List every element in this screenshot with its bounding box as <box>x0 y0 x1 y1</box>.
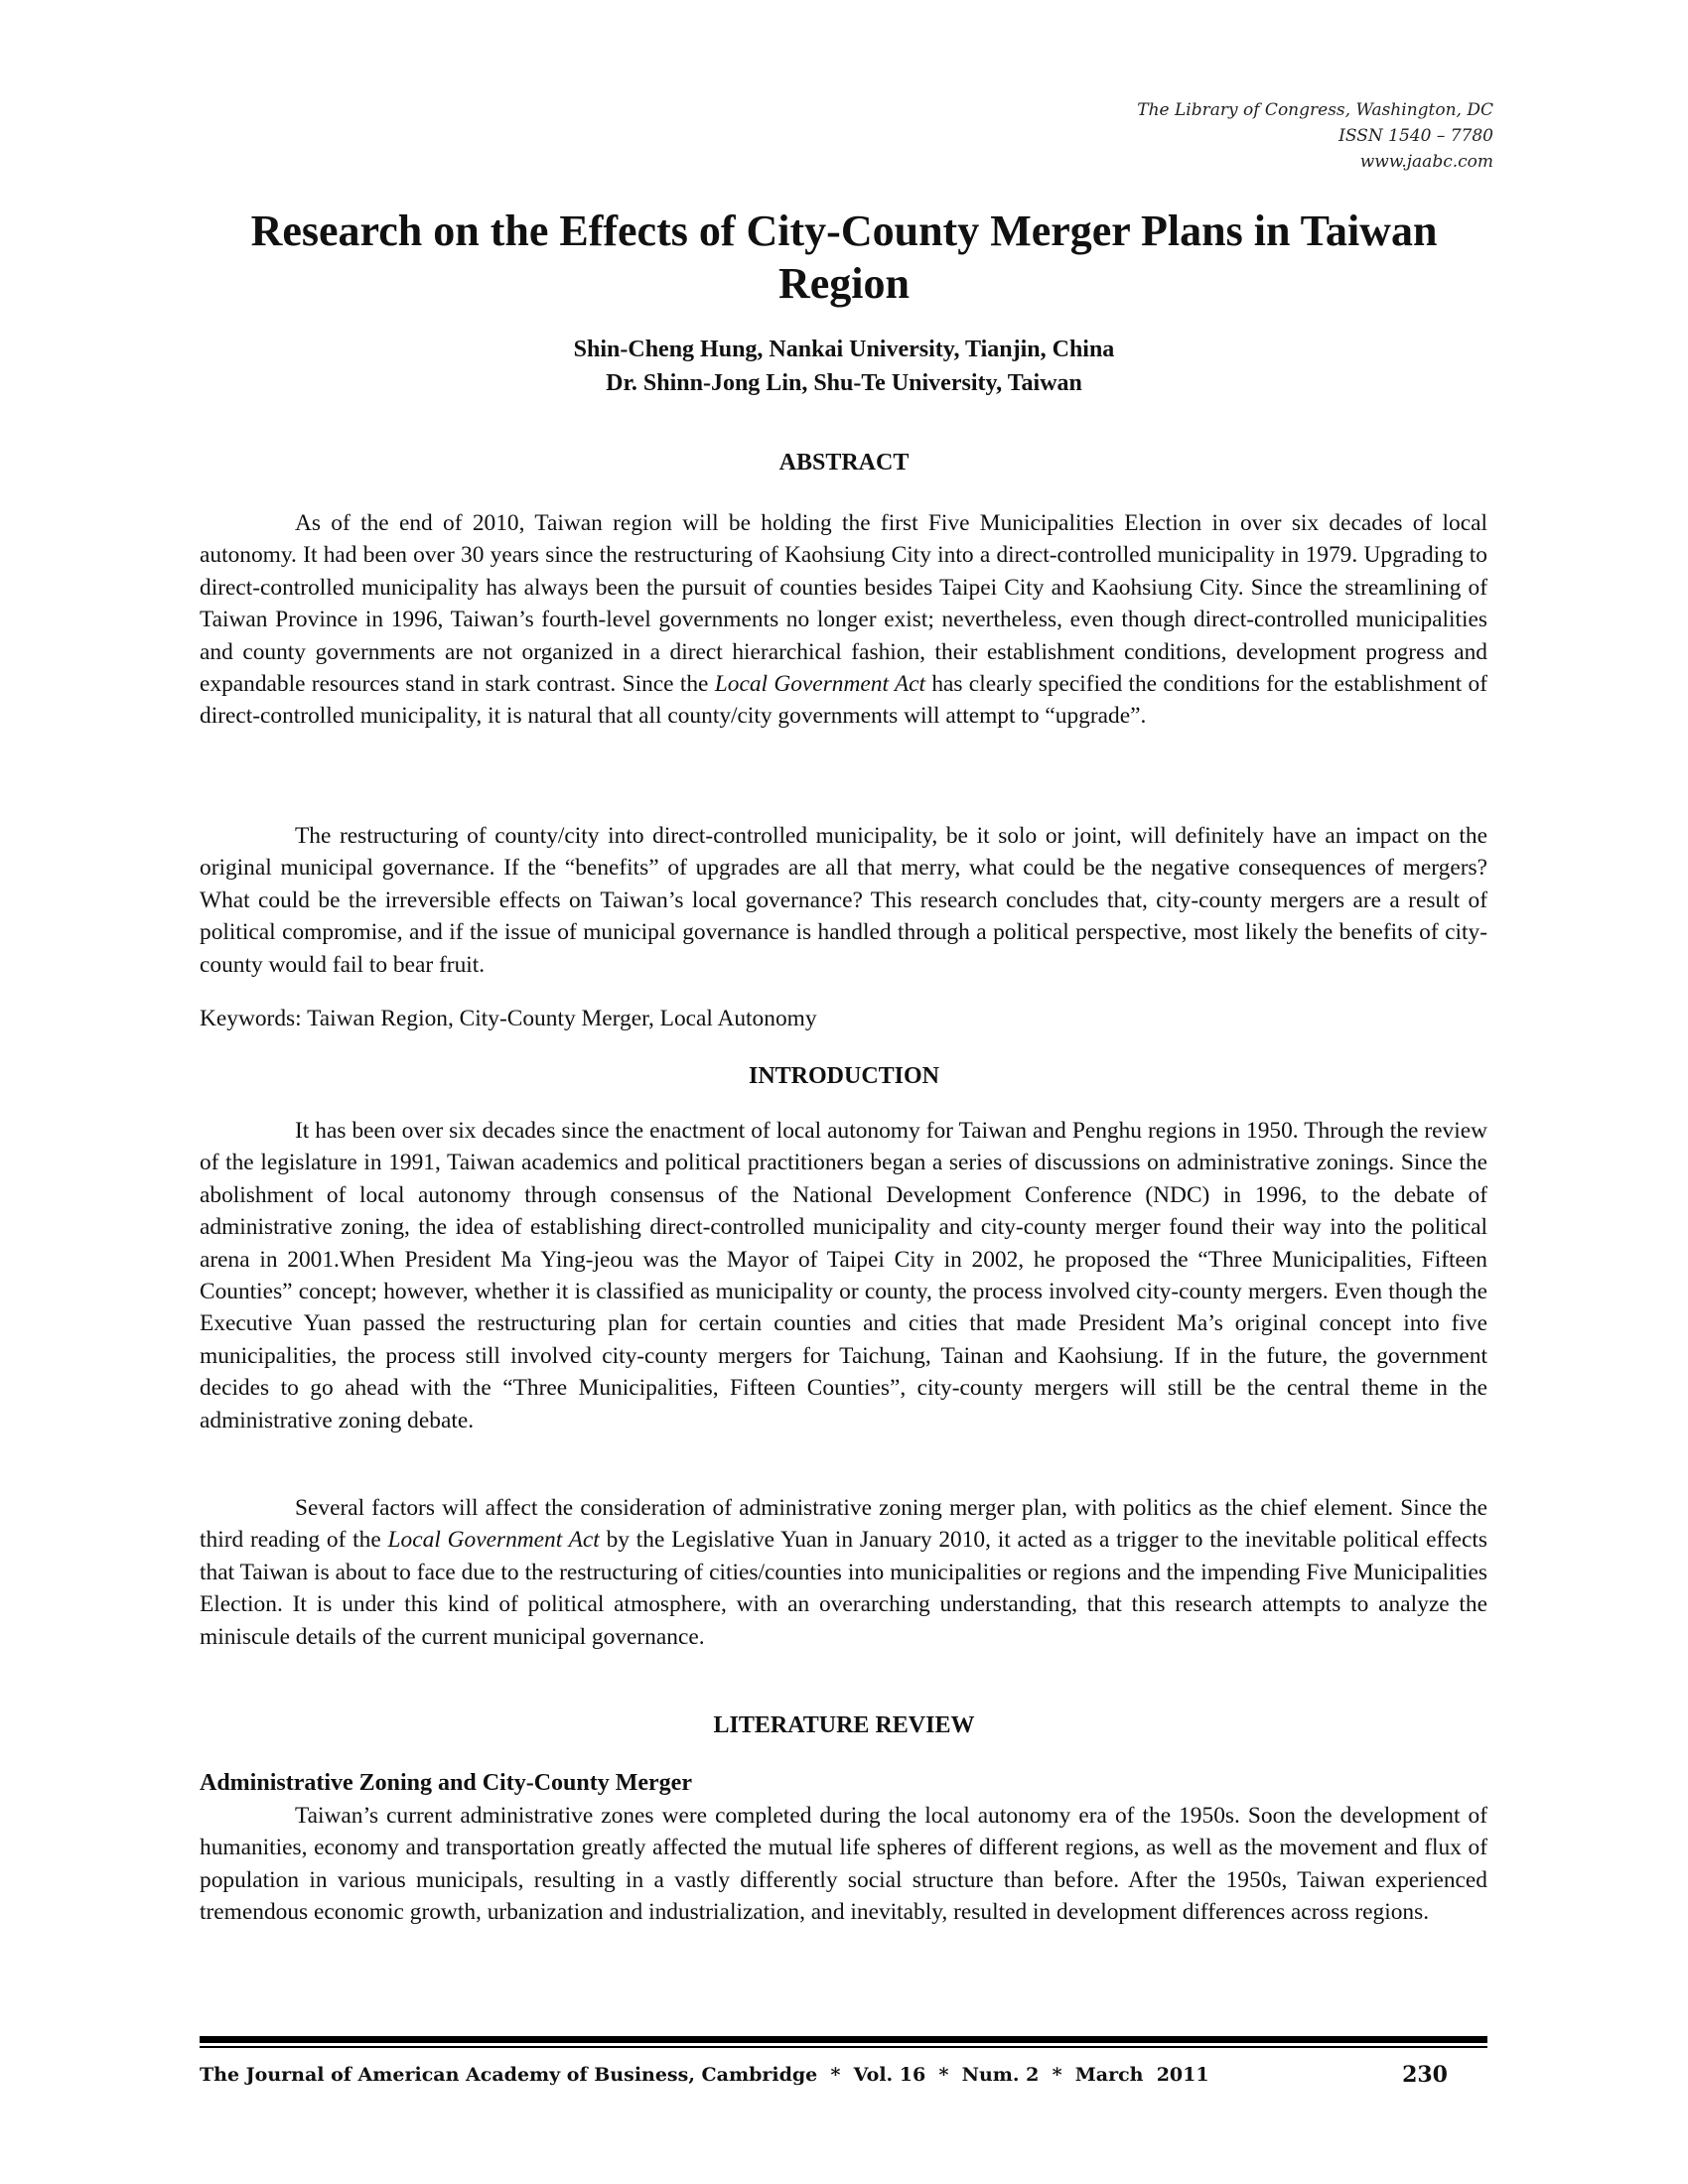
abstract-heading: ABSTRACT <box>778 450 910 476</box>
intro-p2-text-a: Several factors will affect the consideration of administrative zoning merger plan, with politics as the chief element. Since the third reading of the <box>200 1495 1487 1554</box>
abstract-p1-act-title: Local Government Act <box>714 671 926 698</box>
abstract-p1-text-a: As of the end of 2010, Taiwan region will be holding the first Five Municipalities Election in over six decades of local autonomy. It had been over 30 years since the restructuring of Kaohsiung City into a direct-controlled municipality in 1979. Upgrading to direct-controlled municipality has always been the pursuit of counties besides Taipei City and Kaohsiung City. Since the streamlining of Taiwan Province in 1996, Taiwan’s fourth-level governments no longer exist; nevertheless, even though direct-controlled municipalities and county governments are not organized in a direct hierarchical fashion, their establishment conditions, development progress and expandable resources stand in stark contrast. Since the <box>200 510 1487 698</box>
introduction-paragraph-1: It has been over six decades since the enactment of local autonomy for Taiwan and Penghu regions in 1950. Through the review of the legislature in 1991, Taiwan academics and political practitioners began a series of discussions on administrative zonings. Since the abolishment of local autonomy through consensus of the National Development Conference (NDC) in 1996, to the debate of administrative zoning, the idea of establishing direct-controlled municipality and city-county merger found their way into the political arena in 2001.When President Ma Ying-jeou was the Mayor of Taipei City in 2002, he proposed the “Three Municipalities, Fifteen Counties” concept; however, whether it is classified as municipality or county, the process involved city-county mergers. Even though the Executive Yuan passed the restructuring plan for certain counties and cities that made President Ma’s original concept into five municipalities, the process still involved city-county mergers for Taichung, Tainan and Kaohsiung. If in the future, the government decides to go ahead with the “Three Municipalities, Fifteen Counties”, city-county mergers will still be the central theme in the administrative zoning debate. <box>200 1118 1487 1433</box>
footer-rule-thick <box>200 2036 1487 2043</box>
introduction-heading: INTRODUCTION <box>748 1063 940 1089</box>
intro-p2-act-title: Local Government Act <box>387 1527 600 1554</box>
intro-p2-text-b: by the Legislative Yuan in January 2010, it acted as a trigger to the inevitable political effects that Taiwan is about to face due to the restructuring of cities/counties into municipalities or regions and the impending Five Municipalities Election. It is under this kind of political atmosphere, with an overarching understanding, that this research attempts to analyze the miniscule details of the current municipal governance. <box>200 1527 1487 1650</box>
library-line: The Library of Congress, Washington, DC <box>1137 100 1493 120</box>
author-1: Shin-Cheng Hung, Nankai University, Tianjin, China <box>573 337 1115 362</box>
section-subheading: Administrative Zoning and City-County Merger <box>200 1770 692 1796</box>
abstract-paragraph-1 <box>200 507 1487 733</box>
literature-review-heading: LITERATURE REVIEW <box>713 1712 975 1738</box>
author-list <box>199 333 1489 400</box>
page-number: 230 <box>1402 2062 1448 2088</box>
page-footer <box>200 2061 1487 2089</box>
publication-header <box>1137 97 1493 175</box>
author-2: Dr. Shinn-Jong Lin, Shu-Te University, Taiwan <box>606 370 1082 396</box>
website-line[interactable]: www.jaabc.com <box>1359 152 1493 172</box>
paper-title: Research on the Effects of City-County Merger Plans in Taiwan Region <box>250 206 1438 308</box>
keywords: Keywords: Taiwan Region, City-County Merger, Local Autonomy <box>200 1006 817 1031</box>
footer-rule-thin <box>200 2046 1487 2048</box>
abstract-p1-text-b: has clearly specified the conditions for the establishment of direct-controlled municipality, it is natural that all county/city governments will attempt to “upgrade”. <box>200 671 1488 730</box>
journal-citation: The Journal of American Academy of Business, Cambridge * Vol. 16 * Num. 2 * March 2011 <box>200 2064 1209 2086</box>
introduction-paragraph-2 <box>200 1492 1487 1653</box>
issn-line: ISSN 1540 – 7780 <box>1338 126 1493 146</box>
abstract-paragraph-2: The restructuring of county/city into direct-controlled municipality, be it solo or joint, will definitely have an impact on the original municipal governance. If the “benefits” of upgrades are all that merry, what could be the negative consequences of mergers? What could be the irreversible effects on Taiwan’s local governance? This research concludes that, city-county mergers are a result of political compromise, and if the issue of municipal governance is handled through a political perspective, most likely the benefits of city-county would fail to bear fruit. <box>200 823 1487 978</box>
literature-review-paragraph-1: Taiwan’s current administrative zones were completed during the local autonomy era of the 1950s. Soon the development of humanities, economy and transportation greatly affected the mutual life spheres of different regions, as well as the movement and flux of population in various municipals, resulting in a vastly differently social structure than before. After the 1950s, Taiwan experienced tremendous economic growth, urbanization and industrialization, and inevitably, resulted in development differences across regions. <box>200 1803 1487 1926</box>
